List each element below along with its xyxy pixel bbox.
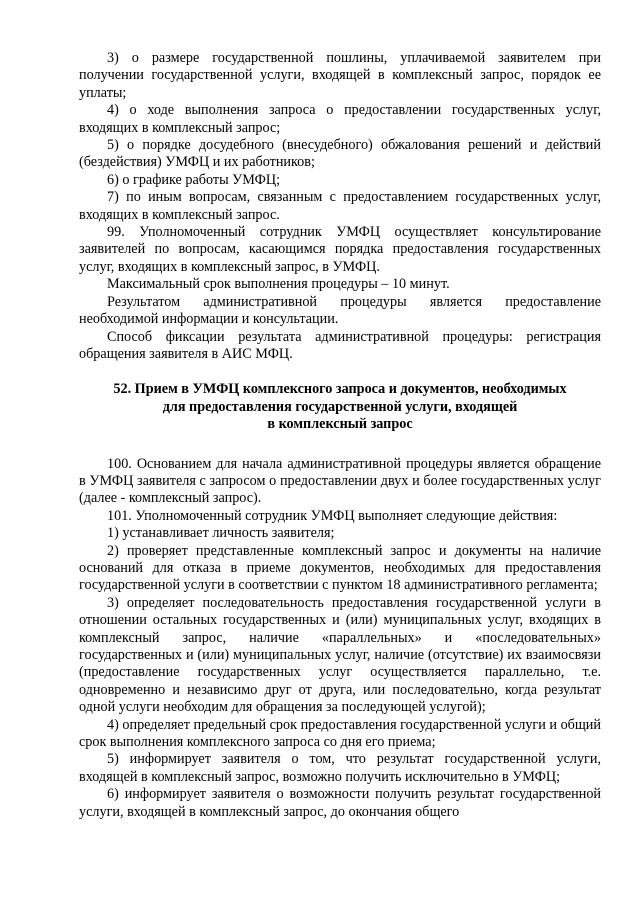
paragraph-100: 100. Основанием для начала административной процедуры является обращение в УМФЦ заявителя с запросом о предоставлении двух и более государственных услуг (далее - комплексный запрос).	[79, 455, 601, 507]
paragraph-action-4: 4) определяет предельный срок предоставления государственной услуги и общий срок выполнения комплексного запроса со дня его приема;	[79, 716, 601, 751]
spacer	[79, 434, 601, 456]
paragraph-action-1: 1) устанавливает личность заявителя;	[107, 525, 335, 542]
paragraph-item-5: 5) о порядке досудебного (внесудебного) обжалования решений и действий (бездействия) УМФЦ и их работников;	[79, 137, 601, 171]
paragraph-item-4: 4) о ходе выполнения запроса о предоставлении государственных услуг, входящих в комплексный запрос;	[79, 102, 601, 136]
paragraph-action-6: 6) информирует заявителя о возможности получить результат государственной услуги, входящей в комплексный запрос, до окончания общего	[79, 786, 601, 820]
paragraph-max-time: Максимальный срок выполнения процедуры – 10 минут.	[107, 276, 450, 293]
paragraph-action-2: 2) проверяет представленные комплексный запрос и документы на наличие оснований для отказа в приеме документов, необходимых для предоставления государственной услуги в соответствии с пунктом 18 административного регламента;	[79, 542, 601, 594]
heading-line-1: 52. Прием в УМФЦ комплексного запроса и документов, необходимых	[113, 381, 567, 398]
paragraph-101: 101. Уполномоченный сотрудник УМФЦ выполняет следующие действия:	[107, 507, 558, 524]
section-heading-52	[79, 381, 601, 433]
paragraph-fixation: Способ фиксации результата административной процедуры: регистрация обращения заявителя в АИС МФЦ.	[79, 328, 601, 362]
paragraph-item-6: 6) о графике работы УМФЦ;	[107, 171, 281, 188]
spacer	[79, 363, 601, 381]
paragraph-action-5: 5) информирует заявителя о том, что результат государственной услуги, входящей в комплексный запрос, возможно получить исключительно в УМФЦ;	[79, 751, 601, 785]
page-content	[79, 50, 601, 821]
heading-line-3: в комплексный запрос	[267, 416, 413, 433]
paragraph-action-3: 3) определяет последовательность предоставления государственной услуги в отношении остальных государственных и (или) муниципальных услуг, входящих в комплексный запрос, наличие «параллельных» и «последовательных» государственных и (или) муниципальных услуг, наличие (отсутствие) их взаимосвязи (предоставление государственных услуг осуществляется параллельно, т.е. одновременно и независимо друг от друга, или последовательно, когда результат одной услуги необходим для обращения за последующей услугой);	[79, 594, 601, 716]
paragraph-item-7: 7) по иным вопросам, связанным с предоставлением государственных услуг, входящих в комплексный запрос.	[79, 189, 601, 223]
heading-line-2: для предоставления государственной услуги, входящей	[162, 398, 518, 415]
paragraph-item-3: 3) о размере государственной пошлины, уплачиваемой заявителем при получении государственной услуги, входящей в комплексный запрос, порядок ее уплаты;	[79, 50, 601, 101]
paragraph-result: Результатом административной процедуры является предоставление необходимой информации и консультации.	[79, 293, 601, 328]
paragraph-99: 99. Уполномоченный сотрудник УМФЦ осуществляет консультирование заявителей по вопросам, касающимся порядка предоставления государственных услуг, входящих в комплексный запрос, в УМФЦ.	[79, 224, 601, 275]
